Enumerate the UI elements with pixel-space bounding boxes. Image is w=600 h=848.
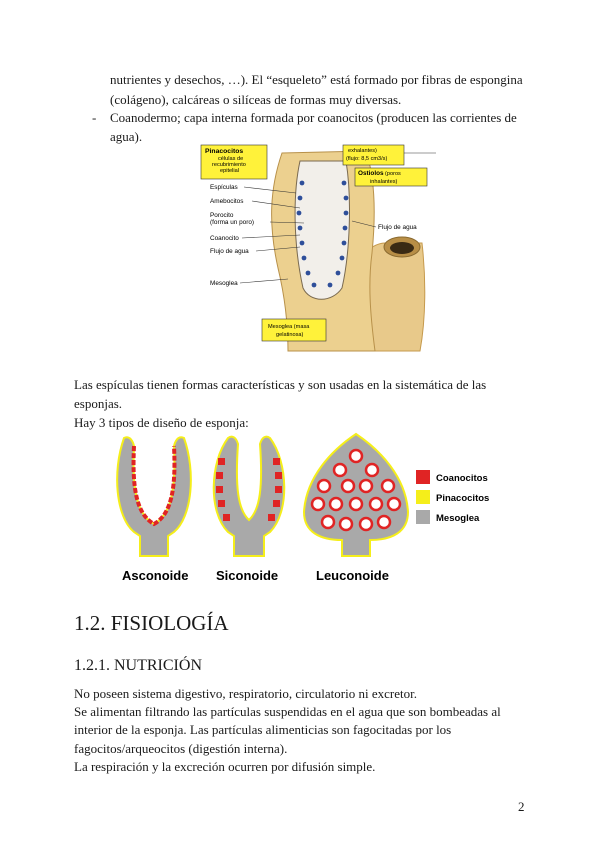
pinacocitos-desc-1: células de — [218, 156, 244, 162]
coanodermo-line-1: Coanodermo; capa interna formada por coanocitos (producen las corrientes de — [110, 110, 517, 125]
pinacocitos-desc-2: recubrimiento — [212, 162, 246, 168]
espiculas-line-1: Las espículas tienen formas características y son usadas en la sistemática de las — [74, 377, 487, 392]
espiculas-line-3: Hay 3 tipos de diseño de esponja: — [74, 415, 249, 430]
sponge-anatomy-figure — [200, 143, 436, 368]
intro-line-1: nutrientes y desechos, …). El “esqueleto” está formado por fibras de espongina — [110, 72, 523, 87]
pinacocitos-title: Pinacocitos — [205, 148, 244, 155]
legend-swatch-mesoglea — [416, 510, 430, 524]
coanocito-label: Coanocito — [210, 235, 239, 242]
coanodermo-line-2: agua). — [110, 129, 143, 144]
leuconoide-label: Leuconoide — [316, 568, 389, 583]
porocito-label-2: (forma un poro) — [210, 219, 255, 226]
ostiolos-desc-1: (poros — [385, 171, 401, 177]
bullet-dash: - — [92, 110, 97, 125]
asconoide-diagram — [117, 437, 191, 556]
subsection-title: 1.2.1. NUTRICIÓN — [74, 657, 202, 674]
pinacocitos-desc-3: epitelial — [220, 168, 239, 174]
legend-label-mesoglea: Mesoglea — [436, 513, 480, 524]
figure-legend — [416, 470, 489, 524]
section-title: 1.2. FISIOLOGÍA — [74, 611, 229, 635]
nutricion-line-3: interior de la esponja. Las partículas alimenticias son fagocitadas por los — [74, 722, 452, 737]
leuconoide-diagram — [304, 434, 408, 556]
asconoide-label: Asconoide — [122, 568, 189, 583]
side-osculum-hole — [390, 242, 414, 254]
page-number: 2 — [518, 799, 525, 814]
mesoglea-box-line-2: gelatinosa) — [276, 332, 304, 338]
legend-label-pinacocitos: Pinacocitos — [436, 493, 490, 504]
exhalantes-line-1: exhalantes) — [348, 148, 377, 154]
nutricion-line-4: fagocitos/arqueocitos (digestión interna). — [74, 741, 288, 756]
mesoglea-box-line-1: Mesoglea (masa — [268, 324, 310, 330]
porocito-label-1: Porocito — [210, 212, 234, 219]
nutricion-line-2: Se alimentan filtrando las partículas suspendidas en el agua que son bombeadas al — [74, 704, 501, 719]
siconoide-label: Siconoide — [216, 568, 279, 583]
mesoglea-label: Mesoglea — [210, 280, 238, 287]
flujo-agua-left-label: Flujo de agua — [210, 248, 249, 255]
ostiolos-desc-2: inhalantes) — [370, 179, 398, 185]
legend-swatch-coanocitos — [416, 470, 430, 484]
intro-line-2: (colágeno), calcáreas o silíceas de formas muy diversas. — [110, 92, 402, 107]
exhalantes-line-2: (flujo: 8,5 cm3/s) — [346, 156, 388, 162]
legend-swatch-pinacocitos — [416, 490, 430, 504]
nutricion-line-5: La respiración y la excreción ocurren por difusión simple. — [74, 759, 376, 774]
legend-label-coanocitos: Coanocitos — [436, 473, 488, 484]
amebocitos-label: Amebocitos — [210, 198, 244, 205]
espiculas-line-2: esponjas. — [74, 396, 123, 411]
siconoide-diagram — [214, 437, 285, 556]
espiculas-label: Espículas — [210, 184, 238, 191]
sponge-types-figure — [110, 432, 510, 588]
nutricion-line-1: No poseen sistema digestivo, respiratorio, circulatorio ni excretor. — [74, 686, 417, 701]
flujo-agua-right-label: Flujo de agua — [378, 224, 417, 231]
ostiolos-title: Ostiolos — [358, 170, 384, 177]
